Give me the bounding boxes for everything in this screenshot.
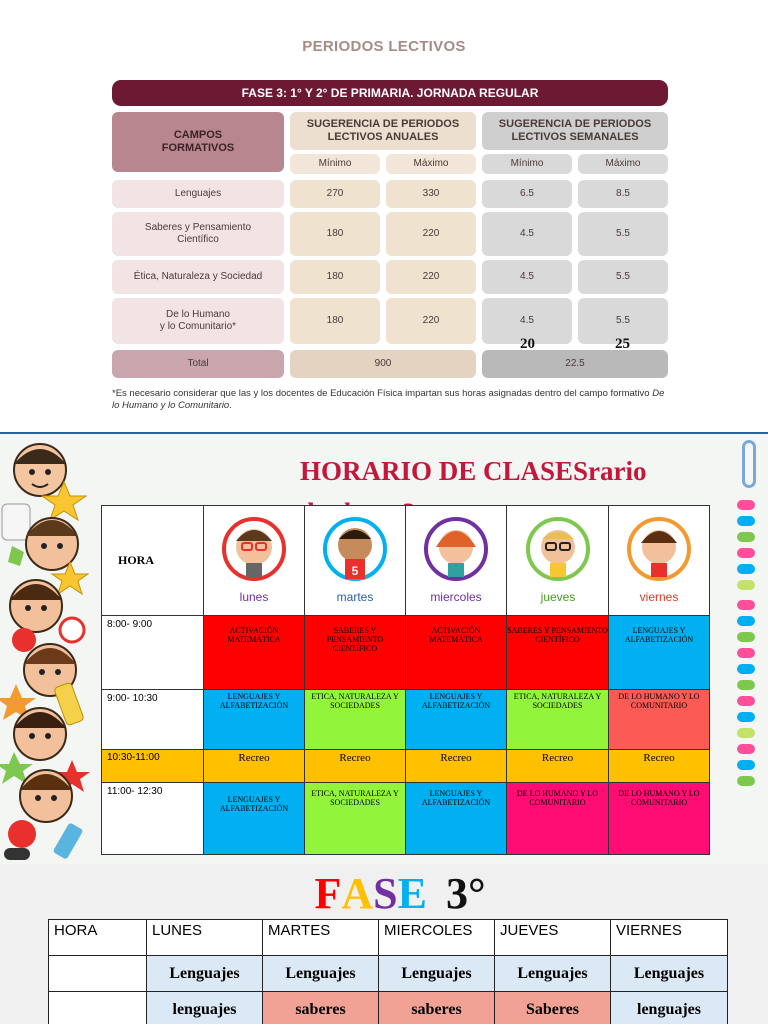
fase3-row-2 [49,992,728,1024]
fase3-row2-martes: saberes [263,992,379,1024]
humano-anual-min: 180 [290,298,380,344]
semanal-minimo-header: Mínimo [482,154,572,174]
footnote [112,388,672,413]
slot-1-martes: SABERES Y PENSAMIENTO CIENTÍFICO [305,616,406,690]
semanal-maximo-header: Máximo [578,154,668,174]
slot-2-lunes: LENGUAJES Y ALFABETIZACIÓN [204,690,305,750]
humano-anual-max: 220 [386,298,476,344]
footnote-text: *Es necesario considerar que las y los docentes de Educación Física impartan sus horas asignadas dentro del campo formativo [112,388,653,399]
slot-4-miercoles: LENGUAJES Y ALFABETIZACIÓN [406,783,507,855]
fase-heading [0,869,768,918]
campo-etica: Ética, Naturaleza y Sociedad [112,260,284,294]
periodos-lectivos-section [0,0,768,432]
fase3-row2-viernes: lenguajes [611,992,728,1024]
fase3-row1-lunes: Lenguajes [147,956,263,992]
kids-decoration-illustration [0,434,100,864]
fase3-row2-hora [49,992,147,1024]
fase-letter-a: A [341,869,374,918]
day-label-lunes: lunes [239,590,269,605]
slot-4-jueves: DE LO HUMANO Y LO COMUNITARIO [507,783,609,855]
total-label: Total [112,350,284,378]
slot-2-miercoles: LENGUAJES Y ALFABETIZACIÓN [406,690,507,750]
humano-semanal-max: 5.5 [578,298,668,344]
saberes-anual-min: 180 [290,212,380,256]
schedule-row-4 [102,783,710,855]
miercoles-kid-icon [410,509,502,609]
fase3-row-1 [49,956,728,992]
campos-formativos-header: CAMPOS FORMATIVOS [112,112,284,172]
slot-1-miercoles: ACTIVACIÓN MATEMÁTICA [406,616,507,690]
decorative-dots [734,500,758,792]
schedule-header-row [102,506,710,616]
fase3-row1-miercoles: Lenguajes [379,956,495,992]
slot-1-lunes: ACTIVACIÓN MATEMÁTICA [204,616,305,690]
etica-anual-min: 180 [290,260,380,294]
recreo-martes: Recreo [305,750,406,783]
handwritten-left-number: 20 [520,336,535,352]
recreo-lunes: Recreo [204,750,305,783]
fase3-row1-viernes: Lenguajes [611,956,728,992]
recreo-miercoles: Recreo [406,750,507,783]
day-label-jueves: jueves [540,590,575,605]
time-slot-2: 9:00- 10:30 [102,690,204,750]
fase-letter-f: F [314,869,342,918]
martes-kid-icon [309,509,401,609]
recreo-viernes: Recreo [609,750,710,783]
semanales-header: SUGERENCIA DE PERIODOS LECTIVOS SEMANALES [482,112,668,150]
fase3-row1-jueves: Lenguajes [495,956,611,992]
slot-2-jueves: ETICA, NATURALEZA Y SOCIEDADES [507,690,609,750]
campo-lenguajes: Lenguajes [112,180,284,208]
handwritten-right-number: 25 [615,336,630,352]
hora-header: HORA [102,506,204,616]
slot-4-martes: ETICA, NATURALEZA Y SOCIEDADES [305,783,406,855]
fase3-col-jueves: JUEVES [495,920,611,956]
fase3-row2-miercoles: saberes [379,992,495,1024]
time-slot-1: 8:00- 9:00 [102,616,204,690]
total-semanal: 22.5 [482,350,668,378]
fase3-row1-martes: Lenguajes [263,956,379,992]
fase3-col-viernes: VIERNES [611,920,728,956]
fase3-row2-jueves: Saberes [495,992,611,1024]
lunes-kid-icon [208,509,300,609]
schedule-table [101,505,710,855]
viernes-kid-icon [613,509,705,609]
campo-saberes: Saberes y Pensamiento Científico [112,212,284,256]
fase3-table [48,919,728,1024]
fase3-header-row [49,920,728,956]
slot-4-lunes: LENGUAJES Y ALFABETIZACIÓN [204,783,305,855]
fase-letter-e: E [397,869,427,918]
horario-section [0,432,768,864]
anual-minimo-header: Mínimo [290,154,380,174]
anual-maximo-header: Máximo [386,154,476,174]
saberes-semanal-max: 5.5 [578,212,668,256]
campo-humano: De lo Humano y lo Comunitario* [112,298,284,344]
anuales-header: SUGERENCIA DE PERIODOS LECTIVOS ANUALES [290,112,476,150]
fase3-row2-lunes: lenguajes [147,992,263,1024]
fase3-section [0,864,768,1024]
time-slot-4: 11:00- 12:30 [102,783,204,855]
time-slot-3: 10:30-11:00 [102,750,204,783]
fase-number: 3° [445,869,486,918]
day-martes [305,506,406,616]
fase3-col-lunes: LUNES [147,920,263,956]
total-anual: 900 [290,350,476,378]
lenguajes-anual-min: 270 [290,180,380,208]
schedule-row-recreo [102,750,710,783]
humano-semanal-min: 4.5 [482,298,572,344]
slot-4-viernes: DE LO HUMANO Y LO COMUNITARIO [609,783,710,855]
etica-semanal-max: 5.5 [578,260,668,294]
recreo-jueves: Recreo [507,750,609,783]
horario-title: HORARIO DE CLASESrario [300,456,647,486]
day-label-viernes: viernes [639,590,679,605]
etica-anual-max: 220 [386,260,476,294]
day-label-martes: martes [336,590,374,605]
fase3-row1-hora [49,956,147,992]
fase3-col-miercoles: MIERCOLES [379,920,495,956]
schedule-row-1 [102,616,710,690]
day-lunes [204,506,305,616]
saberes-semanal-min: 4.5 [482,212,572,256]
schedule-row-2 [102,690,710,750]
footnote-italic: De lo Humano y lo Comunitario [112,388,665,412]
slot-2-viernes: DE LO HUMANO Y LO COMUNITARIO [609,690,710,750]
slot-1-jueves: SABERES Y PENSAMIENTO CIENTÍFICO [507,616,609,690]
day-label-miercoles: miercoles [430,590,482,605]
day-jueves [507,506,609,616]
slot-1-viernes: LENGUAJES Y ALFABETIZACIÓN [609,616,710,690]
lenguajes-semanal-max: 8.5 [578,180,668,208]
saberes-anual-max: 220 [386,212,476,256]
jueves-kid-icon [512,509,604,609]
fase-letter-s: S [373,869,398,918]
fase3-col-martes: MARTES [263,920,379,956]
periodos-title: PERIODOS LECTIVOS [302,38,466,55]
etica-semanal-min: 4.5 [482,260,572,294]
slot-2-martes: ETICA, NATURALEZA Y SOCIEDADES [305,690,406,750]
svg-text:5: 5 [351,564,359,579]
footnote-end: . [229,400,232,412]
day-viernes [609,506,710,616]
paperclip-icon [742,440,756,488]
day-miercoles [406,506,507,616]
fase3-col-hora: HORA [49,920,147,956]
lenguajes-anual-max: 330 [386,180,476,208]
fase-banner: FASE 3: 1° Y 2° DE PRIMARIA. JORNADA REGULAR [112,80,668,106]
lenguajes-semanal-min: 6.5 [482,180,572,208]
